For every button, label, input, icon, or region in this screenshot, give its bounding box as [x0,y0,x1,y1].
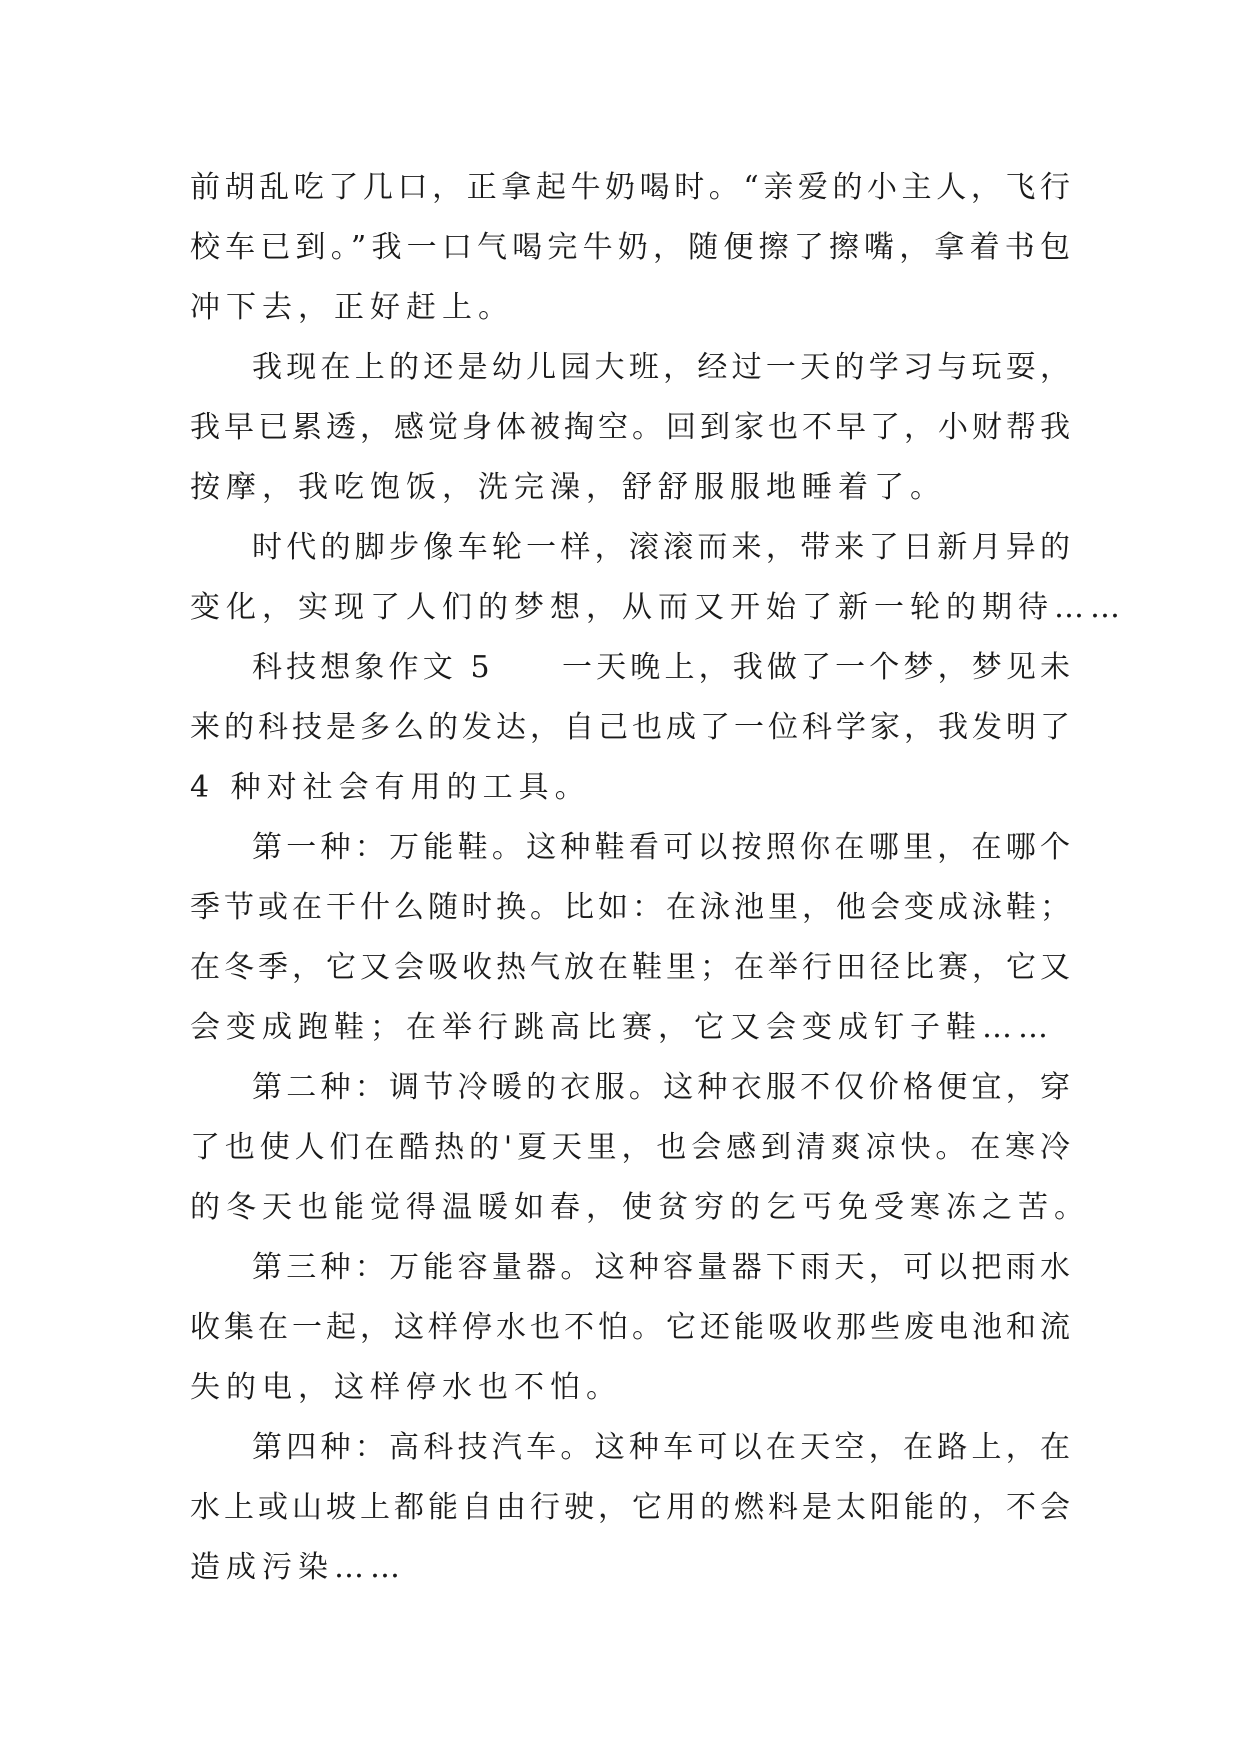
text-line: 4 种对社会有用的工具。 [190,770,591,805]
text-line: 水上或山坡上都能自由行驶，它用的燃料是太阳能的，不会 [190,1490,1070,1525]
paragraph-4 [190,638,1070,818]
text-line: 第一种：万能鞋。这种鞋看可以按照你在哪里，在哪个 [252,830,1070,865]
paragraph-8 [190,1418,1070,1598]
text-line: 校车已到。”我一口气喝完牛奶，随便擦了擦嘴，拿着书包 [190,230,1070,265]
text-line: 失的电，这样停水也不怕。 [190,1370,622,1405]
paragraph-2 [190,338,1070,518]
paragraph-6 [190,1058,1090,1238]
text-line: 在冬季，它又会吸收热气放在鞋里；在举行田径比赛，它又 [190,950,1070,985]
paragraph-7 [190,1238,1070,1418]
text-line: 科技想象作文 5 一天晚上，我做了一个梦，梦见未 [252,650,1070,685]
text-line: 按摩，我吃饱饭，洗完澡，舒舒服服地睡着了。 [190,470,946,505]
text-line: 我现在上的还是幼儿园大班，经过一天的学习与玩耍， [252,350,1070,385]
text-line: 冲下去，正好赶上。 [190,290,514,325]
document-body [190,158,1126,1598]
paragraph-5 [190,818,1070,1058]
text-line: 的冬天也能觉得温暖如春，使贫穷的乞丐免受寒冻之苦。 [190,1190,1090,1225]
text-line: 前胡乱吃了几口，正拿起牛奶喝时。“亲爱的小主人，飞行 [190,170,1070,205]
text-line: 第二种：调节冷暖的衣服。这种衣服不仅价格便宜，穿 [252,1070,1070,1105]
text-line: 会变成跑鞋；在举行跳高比赛，它又会变成钉子鞋…… [190,1010,1054,1045]
paragraph-3 [190,518,1126,638]
text-line: 我早已累透，感觉身体被掏空。回到家也不早了，小财帮我 [190,410,1070,445]
text-line: 收集在一起，这样停水也不怕。它还能吸收那些废电池和流 [190,1310,1070,1345]
text-line: 时代的脚步像车轮一样，滚滚而来，带来了日新月异的 [252,530,1070,565]
text-line: 造成污染…… [190,1550,406,1585]
text-line: 了也使人们在酷热的'夏天里，也会感到清爽凉快。在寒冷 [190,1130,1070,1165]
text-line: 第三种：万能容量器。这种容量器下雨天，可以把雨水 [252,1250,1070,1285]
paragraph-1 [190,158,1070,338]
text-line: 来的科技是多么的发达，自己也成了一位科学家，我发明了 [190,710,1070,745]
text-line: 季节或在干什么随时换。比如：在泳池里，他会变成泳鞋； [190,890,1070,925]
text-line: 第四种：高科技汽车。这种车可以在天空，在路上，在 [252,1430,1070,1465]
text-line: 变化，实现了人们的梦想，从而又开始了新一轮的期待…… [190,590,1126,625]
